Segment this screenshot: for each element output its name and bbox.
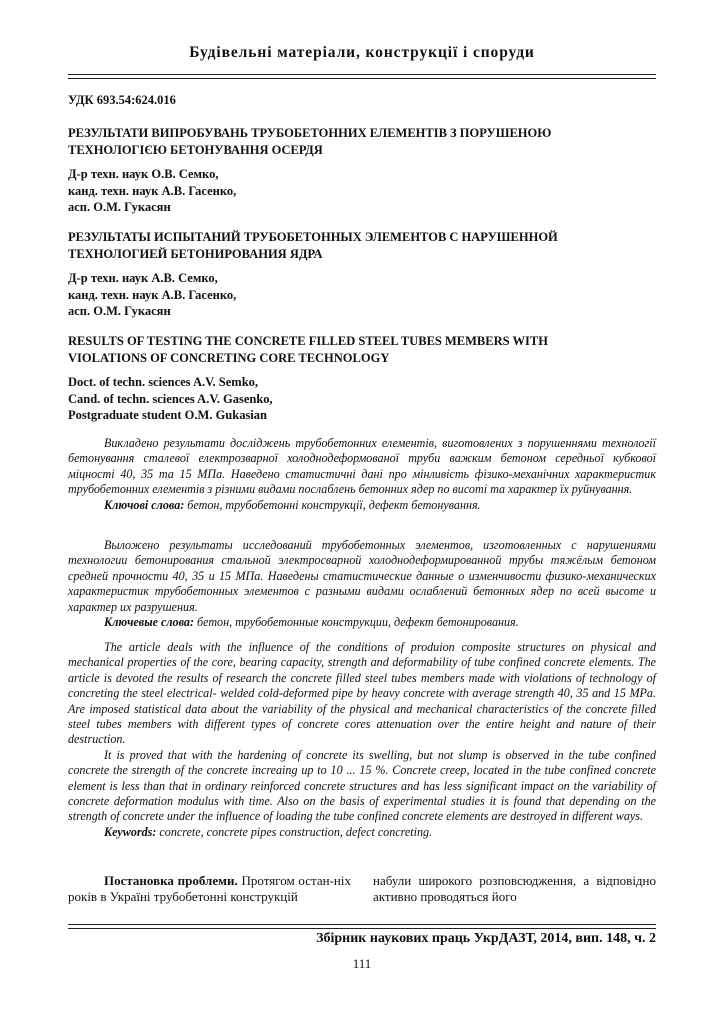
section-heading: Постановка проблеми. bbox=[104, 873, 238, 888]
en-author-1: Doct. of techn. sciences A.V. Semko, bbox=[68, 375, 259, 389]
ru-author-2: канд. техн. наук А.В. Гасенко, bbox=[68, 287, 237, 302]
body-column-right bbox=[373, 873, 656, 905]
body-right-text: набули широкого розповсюдження, а відповідно активно проводяться його bbox=[373, 873, 656, 904]
ru-title bbox=[68, 229, 656, 262]
en-authors bbox=[68, 374, 656, 424]
ru-author-1: Д-р техн. наук А.В. Семко, bbox=[68, 271, 218, 285]
ua-authors bbox=[68, 166, 656, 216]
abstract-ua bbox=[68, 436, 656, 513]
keywords-en bbox=[68, 825, 656, 840]
abstract-ua-text: Викладено результати досліджень трубобетонних елементів, виготовлених з порушеннями технології бетонування сталевої електрозварної холоднодеформованої труби важким бетоном середньої кубкової міцності 40, 35 та 15 МПа. Наведено статистичні дані про мінливість фізико-механічних характеристик трубобетонних елементів з різними видами послаблень бетонних ядер по висоті та характер їх руйнування. bbox=[68, 436, 656, 497]
page-number: 111 bbox=[352, 956, 372, 971]
ru-title-line-1: РЕЗУЛЬТАТЫ ИСПЫТАНИЙ ТРУБОБЕТОННЫХ ЭЛЕМЕНТОВ С НАРУШЕННОЙ bbox=[68, 230, 558, 244]
ua-author-1: Д-р техн. наук О.В. Семко, bbox=[68, 167, 219, 181]
keywords-en-text: concrete, concrete pipes construction, defect concreting. bbox=[156, 824, 433, 839]
keywords-ru bbox=[68, 615, 656, 630]
en-title bbox=[68, 333, 656, 366]
en-title-line-2: VIOLATIONS OF CONCRETING CORE TECHNOLOGY bbox=[68, 350, 390, 365]
body-left-text: Протягом остан-ніх років в Україні трубобетонні конструкцій bbox=[68, 873, 351, 904]
header-rule-thin bbox=[68, 78, 656, 79]
body-columns bbox=[68, 873, 656, 905]
header-rule-thick bbox=[68, 74, 656, 75]
keywords-ua-text: бетон, трубобетонні конструкції, дефект бетонування. bbox=[184, 497, 481, 512]
footer-rule-thin bbox=[68, 924, 656, 925]
ua-author-2: канд. техн. наук А.В. Гасенко, bbox=[68, 183, 237, 198]
abstract-en-p1: The article deals with the influence of the conditions of produion composite structures on physical and mechanical properties of the core, bearing capacity, strength and deformability of tube confined concrete elements. The article is devoted the results of research the concrete filled steel tubes members made with violations of technology of concreting the steel electrical- welded cold-deformed pipe by heavy concrete with average strength 40, 35 and 15 MPa. Are imposed statistical data about the variability of the physical and mechanical characteristics of the concrete filled steel tubes members with different types of concrete cores attenuation over the entire height and nature of their destruction. bbox=[68, 640, 656, 747]
abstract-en-p2: It is proved that with the hardening of concrete its swelling, but not slump is observed in the tube confined concrete the strength of the concrete increaing up to 10 ... 15 %. Concrete creep, located in the tube confined concrete element is less than that in ordinary reinforced concrete structures and has less significant impact on the variability of concrete deformation modulus with time. Also on the basis of experimental studies it is found that depending on the strength of concrete under the influence of loading the tube confined concrete elements are destroyed in different ways. bbox=[68, 747, 656, 824]
keywords-ua bbox=[68, 498, 656, 513]
keywords-ru-label: Ключевые слова: bbox=[104, 615, 194, 630]
abstract-ru-text: Выложено результаты исследований трубобетонных элементов, изготовленных с нарушениями технологии бетонирования стальной электросварной холоднодеформированной трубы тяжёлым бетоном средней прочности 40, 35 и 15 МПа. Наведены статистические данные о изменчивости физико-механических характеристик трубобетонных элементов с разными видами ослаблений бетонных ядер по всей высоте и характер их разрушения. bbox=[68, 538, 656, 614]
en-author-3: Postgraduate student O.M. Gukasian bbox=[68, 408, 267, 422]
abstract-ru bbox=[68, 538, 656, 630]
ua-title bbox=[68, 125, 656, 158]
ua-title-line-2: ТЕХНОЛОГІЄЮ БЕТОНУВАННЯ ОСЕРДЯ bbox=[68, 142, 323, 157]
keywords-en-label: Keywords: bbox=[104, 824, 157, 839]
keywords-ru-text: бетон, трубобетонные конструкции, дефект бетонирования. bbox=[194, 615, 519, 630]
abstract-en bbox=[68, 640, 656, 840]
running-header: Будівельні матеріали, конструкції і споруди bbox=[189, 44, 535, 61]
udk-code: УДК 693.54:624.016 bbox=[68, 93, 176, 107]
journal-citation: Збірник наукових праць УкрДАЗТ, 2014, вип. 148, ч. 2 bbox=[316, 931, 656, 946]
body-column-left bbox=[68, 873, 351, 905]
en-author-2: Cand. of techn. sciences A.V. Gasenko, bbox=[68, 391, 273, 406]
ua-author-3: асп. О.М. Гукасян bbox=[68, 200, 171, 214]
ua-title-line-1: РЕЗУЛЬТАТИ ВИПРОБУВАНЬ ТРУБОБЕТОННИХ ЕЛЕМЕНТІВ З ПОРУШЕНОЮ bbox=[68, 126, 552, 140]
ru-author-3: асп. О.М. Гукасян bbox=[68, 304, 171, 318]
ru-title-line-2: ТЕХНОЛОГИЕЙ БЕТОНИРОВАНИЯ ЯДРА bbox=[68, 246, 323, 261]
ru-authors bbox=[68, 270, 656, 320]
keywords-ua-label: Ключові слова: bbox=[104, 497, 185, 512]
footer-rule-thick bbox=[68, 928, 656, 929]
en-title-line-1: RESULTS OF TESTING THE CONCRETE FILLED STEEL TUBES MEMBERS WITH bbox=[68, 334, 548, 348]
